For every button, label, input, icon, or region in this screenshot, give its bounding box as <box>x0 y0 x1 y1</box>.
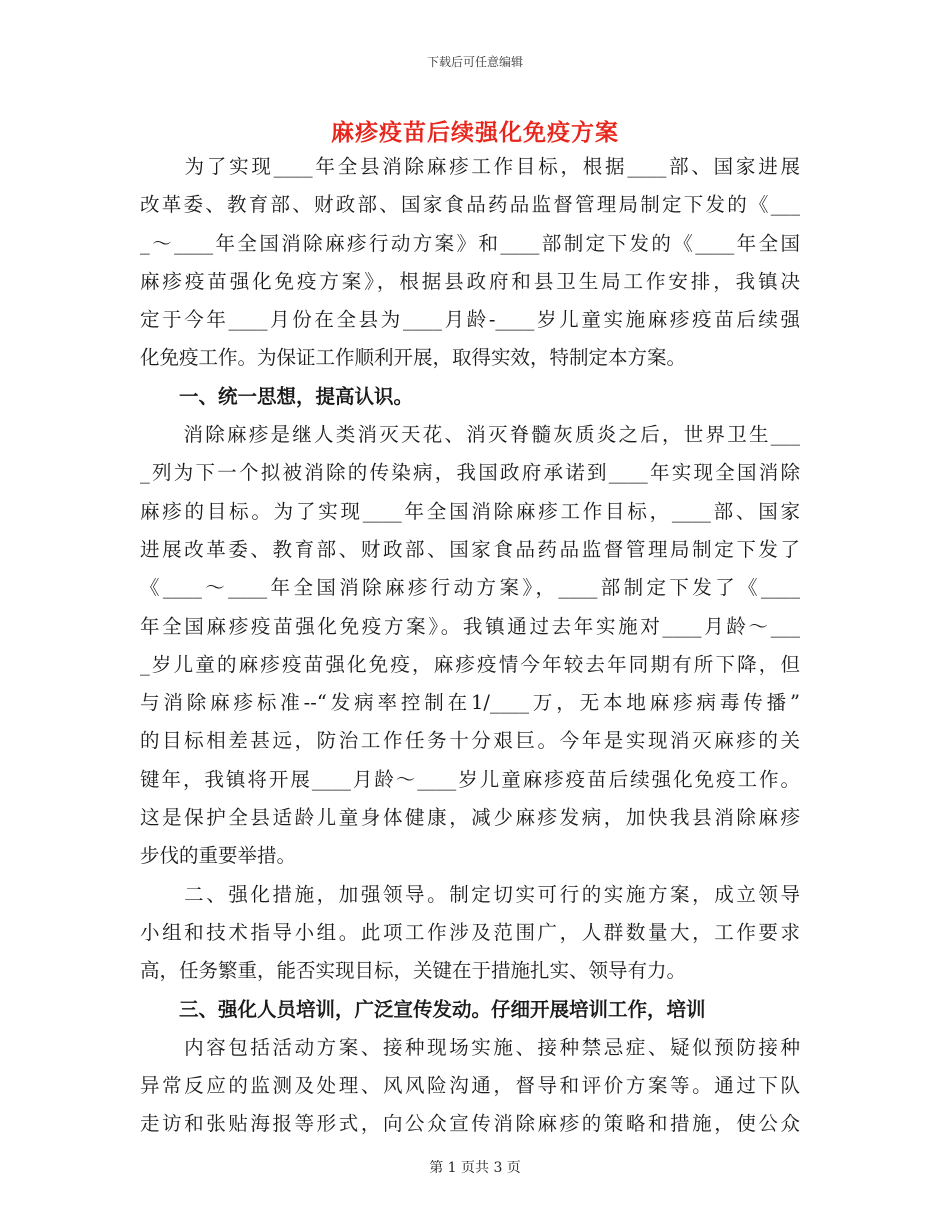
paragraph-line: 麻疹疫苗强化免疫方案》，根据县政府和县卫生局工作安排，我镇决 <box>140 269 800 293</box>
paragraph-line: 二、强化措施，加强领导。制定切实可行的实施方案，成立领导 <box>140 882 800 906</box>
paragraph-line: 的目标相差甚远，防治工作任务十分艰巨。今年是实现消灭麻疹的关 <box>140 729 800 753</box>
document-title: 麻疹疫苗后续强化免疫方案 <box>331 119 619 146</box>
paragraph-line: 年全国麻疹疫苗强化免疫方案》。我镇通过去年实施对____月龄～___ <box>140 614 800 638</box>
section-heading-line: 一、统一思想，提高认识。 <box>140 384 414 408</box>
header-note: 下载后可任意编辑 <box>426 55 523 69</box>
section-heading-line: 三、强化人员培训，广泛宣传发动。仔细开展培训工作，培训 <box>140 997 706 1021</box>
paragraph-line: 内容包括活动方案、接种现场实施、接种禁忌症、疑似预防接种 <box>140 1035 800 1059</box>
paragraph-line: 步伐的重要举措。 <box>140 844 297 868</box>
paragraph-line: 定于今年____月份在全县为____月龄-____岁儿童实施麻疹疫苗后续强 <box>140 308 800 332</box>
paragraph-line: 《____～____年全国消除麻疹行动方案》，____部制定下发了《____ <box>140 576 800 600</box>
page-footer: 第 1 页共 3 页 <box>429 1160 521 1176</box>
paragraph-line: 进展改革委、教育部、财政部、国家食品药品监督管理局制定下发了 <box>140 537 800 561</box>
paragraph-line: 麻疹的目标。为了实现____年全国消除麻疹工作目标，____部、国家 <box>140 499 800 523</box>
document-body <box>140 148 800 1144</box>
paragraph-line: 与消除麻疹标准--“发病率控制在1/____万，无本地麻疹病毒传播” <box>140 691 800 715</box>
paragraph-line: _列为下一个拟被消除的传染病，我国政府承诺到____年实现全国消除 <box>140 461 800 485</box>
paragraph-line: 走访和张贴海报等形式，向公众宣传消除麻疹的策略和措施，使公众 <box>140 1112 800 1136</box>
paragraph-line: _岁儿童的麻疹疫苗强化免疫，麻疹疫情今年较去年同期有所下降，但 <box>140 652 800 676</box>
paragraph-line: _～____年全国消除麻疹行动方案》和____部制定下发的《____年全国 <box>140 231 800 255</box>
paragraph-line: 小组和技术指导小组。此项工作涉及范围广，人群数量大，工作要求 <box>140 920 800 944</box>
paragraph-line: 消除麻疹是继人类消灭天花、消灭脊髓灰质炎之后，世界卫生___ <box>140 423 800 447</box>
paragraph-line: 高，任务繁重，能否实现目标，关键在于措施扎实、领导有力。 <box>140 959 687 983</box>
paragraph-line: 改革委、教育部、财政部、国家食品药品监督管理局制定下发的《___ <box>140 193 800 217</box>
paragraph-line: 异常反应的监测及处理、风风险沟通，督导和评价方案等。通过下队 <box>140 1074 800 1098</box>
paragraph-line: 化免疫工作。为保证工作顺利开展，取得实效，特制定本方案。 <box>140 346 687 370</box>
paragraph-line: 这是保护全县适龄儿童身体健康，减少麻疹发病，加快我县消除麻疹 <box>140 806 800 830</box>
paragraph-line: 为了实现____年全县消除麻疹工作目标，根据____部、国家进展 <box>140 155 800 178</box>
paragraph-line: 键年，我镇将开展____月龄～____岁儿童麻疹疫苗后续强化免疫工作。 <box>140 767 800 791</box>
